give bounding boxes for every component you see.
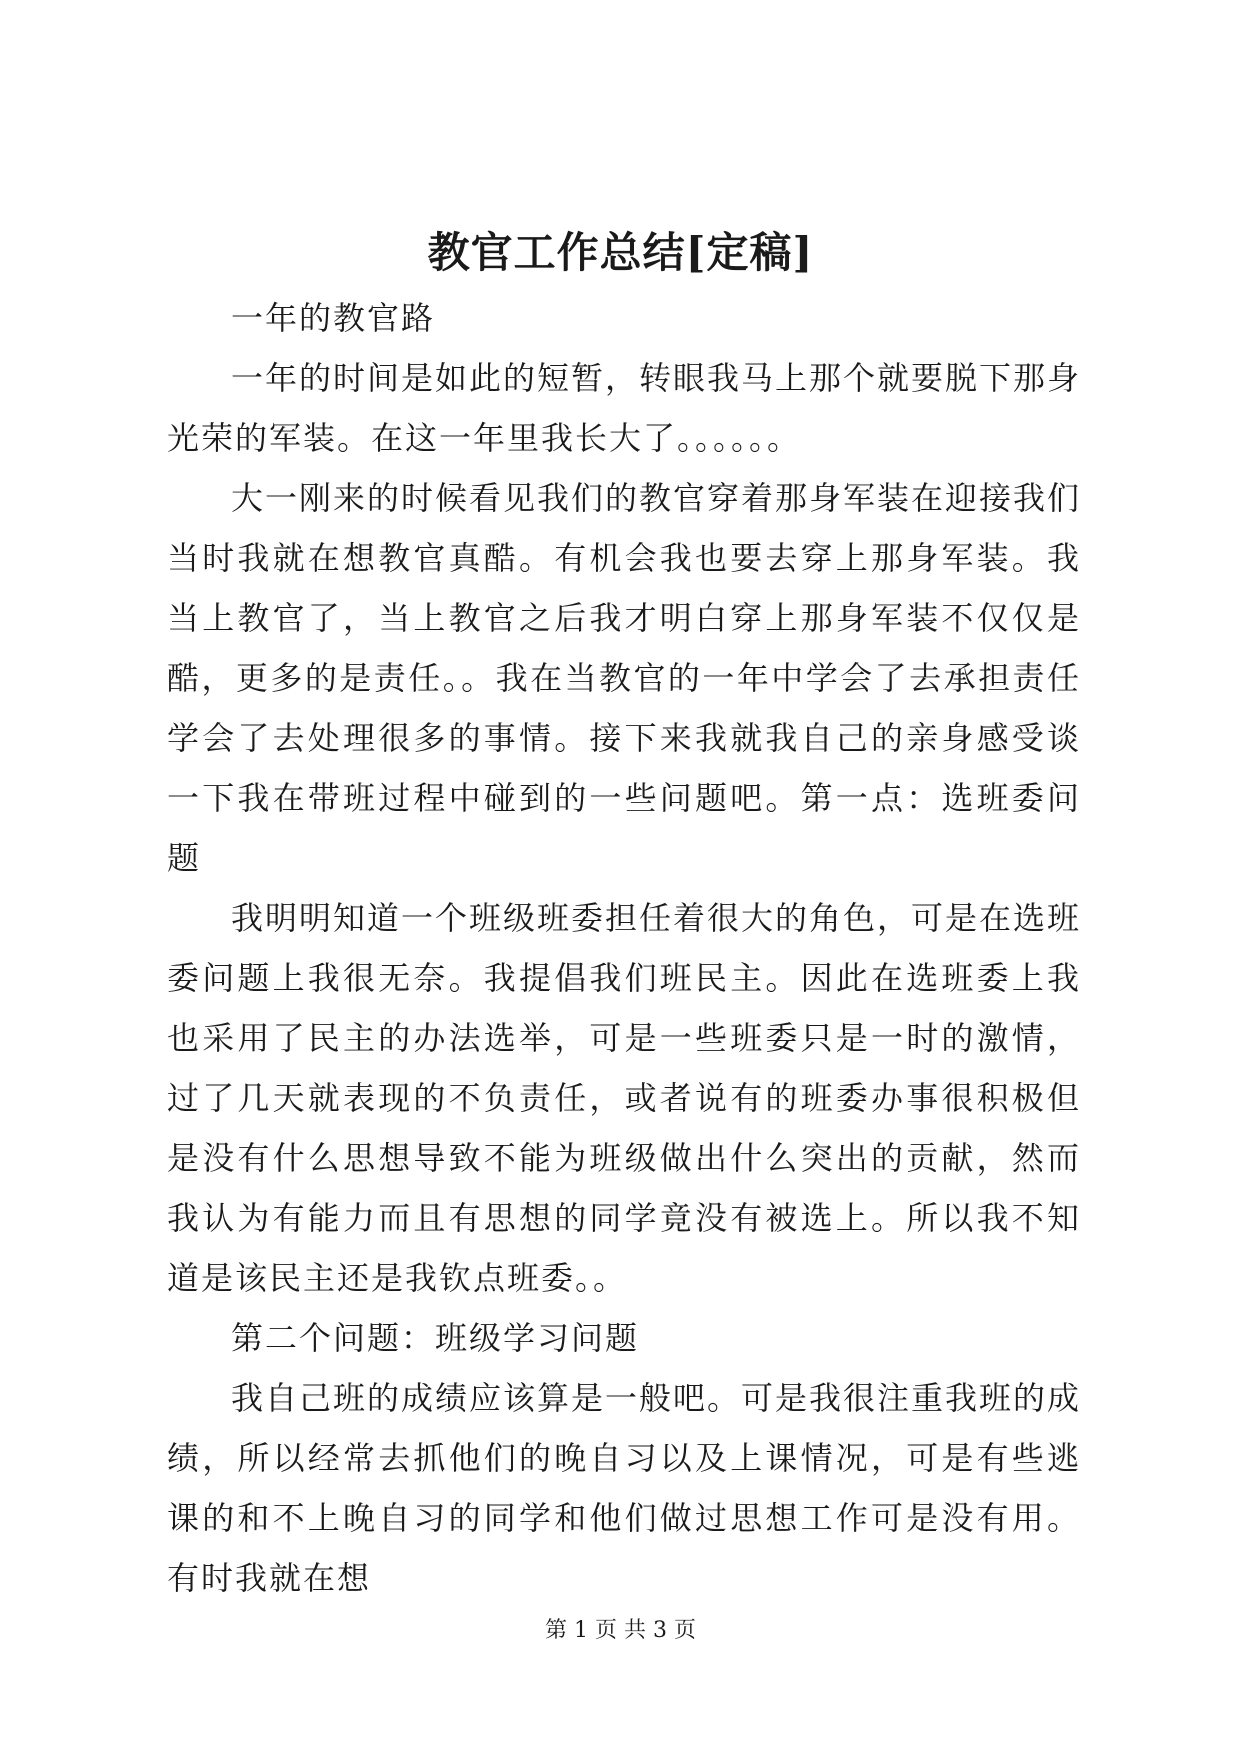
paragraph: 第二个问题：班级学习问题 <box>231 1319 640 1357</box>
paragraph: 大一刚来的时候看见我们的教官穿着那身军装在迎接我们当时我就在想教官真酷。有机会我也要去穿上那身军装。我当上教官了，当上教官之后我才明白穿上那身军装不仅仅是酷，更多的是责任。。我在当教官的一年中学会了去承担责任学会了去处理很多的事情。接下来我就我自己的亲身感受谈一下我在带班过程中碰到的一些问题吧。第一点：选班委问题 <box>167 479 1082 877</box>
document-body <box>167 288 1081 1608</box>
page-number-label: 第 1 页 共 3 页 <box>545 1618 696 1643</box>
paragraph: 我明明知道一个班级班委担任着很大的角色，可是在选班委问题上我很无奈。我提倡我们班民主。因此在选班委上我也采用了民主的办法选举，可是一些班委只是一时的激情，过了几天就表现的不负责任，或者说有的班委办事很积极但是没有什么思想导致不能为班级做出什么突出的贡献，然而我认为有能力而且有思想的同学竟没有被选上。所以我不知道是该民主还是我钦点班委。。 <box>167 899 1082 1297</box>
paragraph: 一年的时间是如此的短暂，转眼我马上那个就要脱下那身光荣的军装。在这一年里我长大了。。。。。。 <box>167 359 1082 457</box>
paragraph: 一年的教官路 <box>231 299 436 337</box>
paragraph: 我自己班的成绩应该算是一般吧。可是我很注重我班的成绩，所以经常去抓他们的晚自习以及上课情况，可是有些逃课的和不上晚自习的同学和他们做过思想工作可是没有用。有时我就在想 <box>167 1379 1082 1597</box>
document-title: 教官工作总结[定稿] <box>427 228 814 277</box>
page-footer <box>0 1616 1241 1646</box>
